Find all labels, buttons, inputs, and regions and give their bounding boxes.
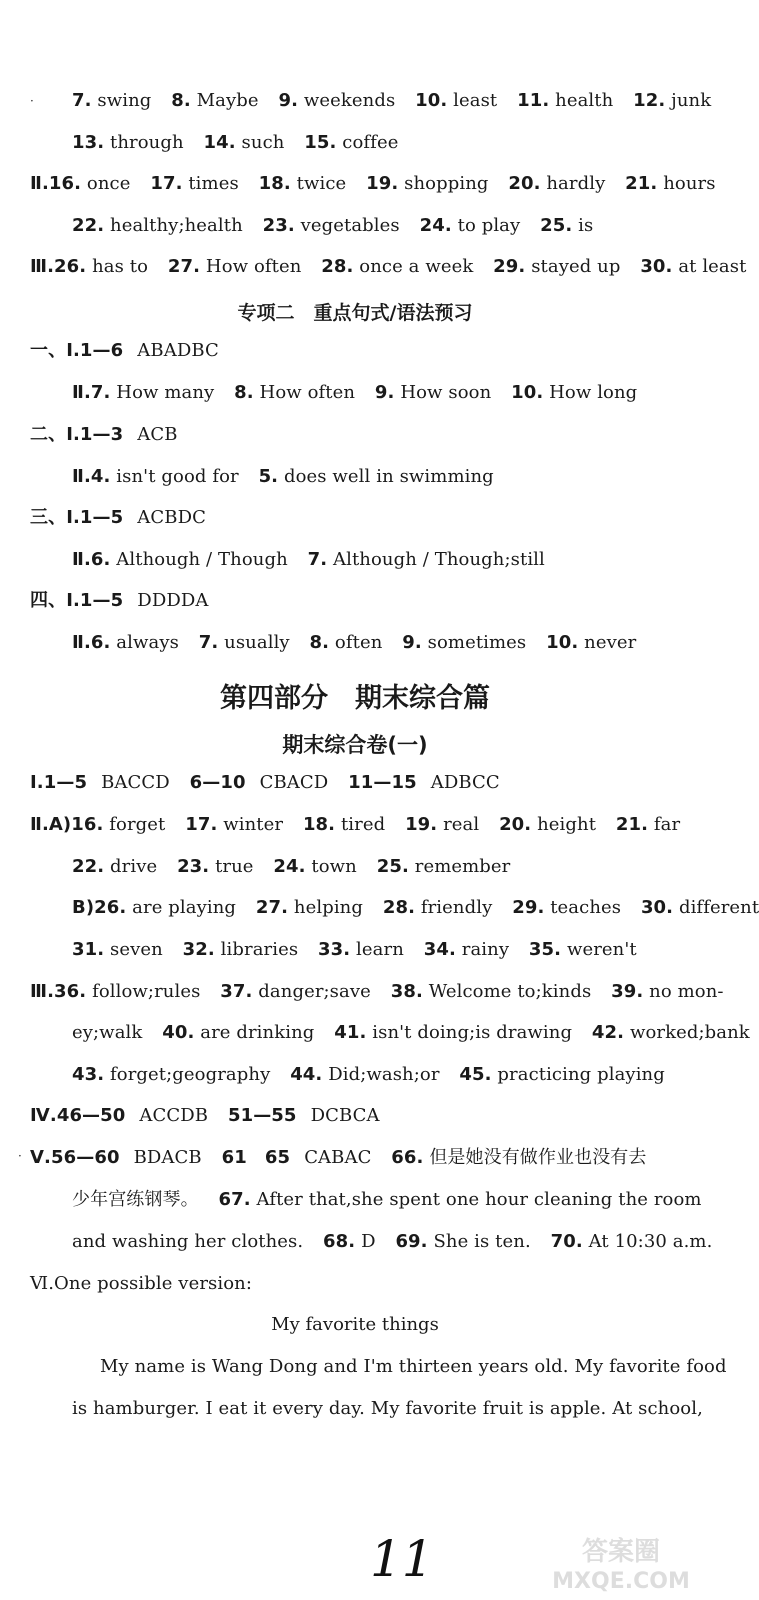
part-title: 第四部分 期末综合篇 — [220, 683, 490, 714]
answer-line: 22. drive 23. true 24. town 25. remember — [72, 856, 511, 877]
essay-title: My favorite things — [271, 1314, 439, 1335]
stray-dot: · — [18, 1149, 22, 1163]
answer-line: Ⅲ.26. has to 27. How often 28. once a week 29. stayed up 30. at least — [30, 256, 747, 277]
answer-line: 7. swing 8. Maybe 9. weekends 10. least 11. health 12. junk — [72, 90, 712, 111]
answer-line: 13. through 14. such 15. coffee — [72, 132, 399, 153]
essay-line: My name is Wang Dong and I'm thirteen years old. My favorite food — [100, 1356, 727, 1377]
watermark-logo — [546, 1530, 696, 1594]
section-title: 专项二 重点句式/语法预习 — [237, 302, 473, 324]
answer-line: 31. seven 32. libraries 33. learn 34. rainy 35. weren't — [72, 939, 637, 960]
answer-line: 二、Ⅰ.1—3 ACB — [30, 424, 178, 445]
answer-line: B)26. are playing 27. helping 28. friendly 29. teaches 30. different — [72, 897, 759, 918]
answer-line: Ⅱ.6. always 7. usually 8. often 9. sometimes 10. never — [72, 632, 637, 653]
stray-dot: · — [30, 94, 34, 108]
exam-title: 期末综合卷(一) — [282, 733, 428, 757]
answer-line: and washing her clothes. 68. D 69. She is ten. 70. At 10:30 a.m. — [72, 1231, 713, 1252]
answer-line: Ⅴ.56—60 BDACB 61 65 CABAC 66. 但是她没有做作业也没有去 — [30, 1147, 647, 1168]
answer-line: 22. healthy;health 23. vegetables 24. to play 25. is — [72, 215, 594, 236]
answer-line: 43. forget;geography 44. Did;wash;or 45. practicing playing — [72, 1064, 665, 1085]
answer-line: Ⅱ.4. isn't good for 5. does well in swimming — [72, 466, 494, 487]
essay-line: is hamburger. I eat it every day. My favorite fruit is apple. At school, — [72, 1398, 703, 1419]
answer-line: 三、Ⅰ.1—5 ACBDC — [30, 507, 206, 528]
answer-line: 一、Ⅰ.1—6 ABADBC — [30, 340, 219, 361]
answer-line: Ⅱ.6. Although / Though 7. Although / Though;still — [72, 549, 545, 570]
answer-line: Ⅲ.36. follow;rules 37. danger;save 38. Welcome to;kinds 39. no mon- — [30, 981, 724, 1002]
answer-line: Ⅳ.46—50 ACCDB 51—55 DCBCA — [30, 1105, 380, 1126]
answer-line: 四、Ⅰ.1—5 DDDDA — [30, 590, 209, 611]
answer-line: Ⅱ.7. How many 8. How often 9. How soon 10. How long — [72, 382, 638, 403]
answer-line: Ⅰ.1—5 BACCD 6—10 CBACD 11—15 ADBCC — [30, 772, 500, 793]
page-number: 11 — [370, 1530, 434, 1588]
answer-line: Ⅱ.A)16. forget 17. winter 18. tired 19. real 20. height 21. far — [30, 814, 681, 835]
answer-line: Ⅵ.One possible version: — [30, 1273, 253, 1294]
answer-line: 少年宫练钢琴。 67. After that,she spent one hour cleaning the room — [72, 1189, 702, 1210]
svg-text:MXQE.COM: MXQE.COM — [552, 1569, 690, 1594]
answer-line: Ⅱ.16. once 17. times 18. twice 19. shopping 20. hardly 21. hours — [30, 173, 716, 194]
svg-text:答案圈: 答案圈 — [581, 1537, 661, 1567]
answer-line: ey;walk 40. are drinking 41. isn't doing;is drawing 42. worked;bank — [72, 1022, 750, 1043]
